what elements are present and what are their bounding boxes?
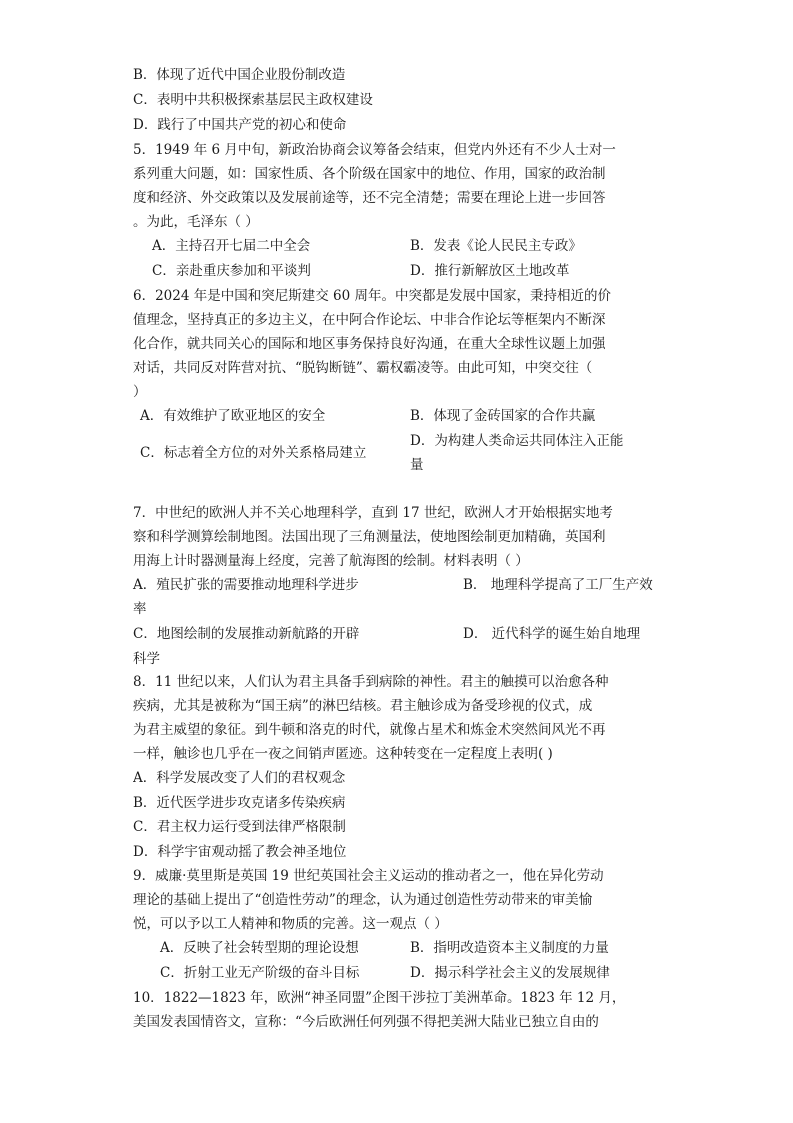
q6-option-d[interactable]: D．为构建人类命运共同体注入正能 (410, 433, 624, 449)
q7-stem-line-1: 7．中世纪的欧洲人并不关心地理科学，直到 17 世纪，欧洲人才开始根据实地考 (133, 505, 613, 521)
q8-option-a[interactable]: A．科学发展改变了人们的君权观念 (133, 770, 346, 786)
q5-option-a[interactable]: A．主持召开七届二中全会 (152, 238, 311, 254)
q8-stem-line-1: 8．11 世纪以来，人们认为君主具备手到病除的神性。君主的触摸可以治愈各种 (133, 674, 609, 690)
q6-stem-line-4: 对话，共同反对阵营对抗、“脱钩断链”、霸权霸凌等。由此可知，中突交往（ (133, 360, 593, 376)
q7-option-b[interactable]: B． 地理科学提高了工厂生产效 (463, 577, 653, 593)
q5-stem-line-3: 度和经济、外交政策以及发展前途等，还不完全清楚；需要在理论上进一步回答 (133, 190, 606, 206)
q7-option-d-cont: 科学 (133, 651, 160, 667)
q9-option-b[interactable]: B．指明改造资本主义制度的力量 (410, 940, 609, 956)
q7-option-a[interactable]: A．殖民扩张的需要推动地理科学进步 (133, 577, 359, 593)
q8-stem-line-3: 为君主威望的象征。到牛顿和洛克的时代，就像占星术和炼金术突然间风光不再 (133, 722, 606, 738)
q6-option-a[interactable]: A．有效维护了欧亚地区的安全 (140, 408, 326, 424)
q8-option-c[interactable]: C．君主权力运行受到法律严格限制 (133, 819, 346, 835)
q9-option-a[interactable]: A．反映了社会转型期的理论设想 (160, 940, 359, 956)
q4-option-c[interactable]: C．表明中共积极探索基层民主政权建设 (133, 92, 373, 108)
q5-stem-line-1: 5．1949 年 6 月中旬，新政治协商会议筹备会结束，但党内外还有不少人士对一 (133, 142, 616, 158)
q9-option-c[interactable]: C．折射工业无产阶级的奋斗目标 (160, 965, 360, 981)
q5-option-c[interactable]: C．亲赴重庆参加和平谈判 (152, 263, 311, 279)
q9-stem-line-3: 悦，可以予以工人精神和物质的完善。这一观点（ ） (133, 916, 448, 932)
q7-option-d[interactable]: D． 近代科学的诞生始自地理 (463, 626, 641, 642)
q10-stem-line-1: 10．1822—1823 年，欧洲“神圣同盟”企图干涉拉丁美洲革命。1823 年 12 月， (133, 990, 626, 1006)
q6-stem-line-1: 6．2024 年是中国和突尼斯建交 60 周年。中突都是发展中国家，秉持相近的价 (133, 288, 611, 304)
q8-option-b[interactable]: B．近代医学进步攻克诸多传染疾病 (133, 795, 346, 811)
q5-stem-line-2: 系列重大问题，如：国家性质、各个阶级在国家中的地位、作用，国家的政治制 (133, 166, 606, 182)
q8-stem-line-4: 一样，触诊也几乎在一夜之间销声匿迹。这种转变在一定程度上表明( ) (133, 746, 553, 762)
q5-option-d[interactable]: D．推行新解放区土地改革 (410, 263, 570, 279)
q6-stem-line-2: 值理念，坚持真正的多边主义，在中阿合作论坛、中非合作论坛等框架内不断深 (133, 312, 606, 328)
q4-option-b[interactable]: B．体现了近代中国企业股份制改造 (133, 67, 346, 83)
q9-option-d[interactable]: D．揭示科学社会主义的发展规律 (410, 965, 610, 981)
q10-stem-line-2: 美国发表国情咨文，宣称：“今后欧洲任何列强不得把美洲大陆业已独立自由的 (133, 1014, 599, 1030)
q9-stem-line-1: 9．威廉·莫里斯是英国 19 世纪英国社会主义运动的推动者之一，他在异化劳动 (133, 868, 604, 884)
q5-stem-line-4: 。为此，毛泽东（ ） (133, 214, 259, 230)
q6-option-b[interactable]: B．体现了金砖国家的合作共赢 (410, 408, 596, 424)
q6-option-c[interactable]: C．标志着全方位的对外关系格局建立 (140, 445, 367, 461)
q8-option-d[interactable]: D．科学宇宙观动摇了教会神圣地位 (133, 844, 347, 860)
q7-option-b-cont: 率 (133, 601, 147, 617)
q8-stem-line-2: 疾病，尤其是被称为“国王病”的淋巴结核。君主触诊成为备受珍视的仪式，成 (133, 698, 593, 714)
q6-stem-line-5: ） (133, 384, 147, 400)
q4-option-d[interactable]: D．践行了中国共产党的初心和使命 (133, 117, 347, 133)
q6-option-d-cont: 量 (410, 457, 424, 473)
q6-stem-line-3: 化合作，就共同关心的国际和地区事务保持良好沟通，在重大全球性议题上加强 (133, 336, 606, 352)
q5-option-b[interactable]: B．发表《论人民民主专政》 (410, 238, 582, 254)
q7-option-c[interactable]: C．地图绘制的发展推动新航路的开辟 (133, 626, 360, 642)
q9-stem-line-2: 理论的基础上提出了“创造性劳动”的理念，认为通过创造性劳动带来的审美愉 (133, 892, 593, 908)
q7-stem-line-3: 用海上计时器测量海上经度，完善了航海图的绘制。材料表明（ ） (133, 553, 529, 569)
q7-stem-line-2: 察和科学测算绘制地图。法国出现了三角测量法，使地图绘制更加精确，英国利 (133, 529, 606, 545)
